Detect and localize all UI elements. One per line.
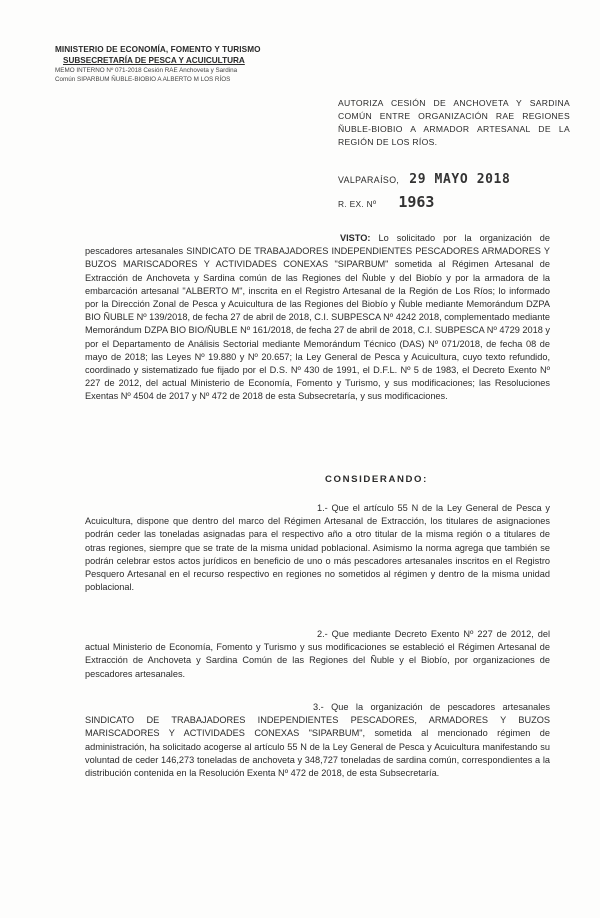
visto-text: Lo solicitado por la organización de pescadores artesanales SINDICATO DE TRABAJADORES INDEPENDIENTES PESCADORES ARMADORES Y BUZOS MARISCADORES Y ACTIVIDADES CONEXAS "SIPARBUM" sometida al Régimen Artesanal de Extracción de Anchoveta y Sardina común de las Regiones del Ñuble y del Biobío y por la armadora de la embarcación artesanal "ALBERTO M", inscrita en el Registro Artesanal de la Región de Los Ríos; lo informado por la Dirección Zonal de Pesca y Acuicultura de las Regiones del Biobío y Ñuble mediante Memorándum DZPA BIO ÑUBLE Nº 139/2018, de fecha 27 de abril de 2018, C.I. SUBPESCA Nº 4242 2018, complementado mediante Memorándum DZPA BIO BIO/ÑUBLE Nº 161/2018, de fecha 27 de abril de 2018, C.I. SUBPESCA Nº 4729 2018 y por el Departamento de Análisis Sectorial mediante Memorándum Técnico (DAS) Nº 071/2018, de fecha 08 de mayo de 2018; las Leyes Nº 19.880 y Nº 20.657; la Ley General de Pesca y Acuicultura, cuyo texto refundido, coordinado y sistematizado fue fijado por el D.S. Nº 430 de 1991, el D.F.L. Nº 5 de 1983, el Decreto Exento Nº 227 de 2012, del actual Ministerio de Economía, Fomento y Turismo, y sus modificaciones; las Resoluciones Exentas Nº 4504 de 2017 y Nº 472 de 2018 de esta Subsecretaría, y sus modificaciones. [85, 233, 550, 402]
subsecretaria-name: SUBSECRETARÍA DE PESCA Y ACUICULTURA [63, 56, 245, 65]
resolution-number-row [338, 193, 434, 211]
considerando-paragraph-1: 1.- Que el artículo 55 N de la Ley General de Pesca y Acuicultura, dispone que dentro del marco del Régimen Artesanal de Extracción, los titulares de asignaciones podrán ceder las toneladas asignadas para el respectivo año a otro titular de la misma región o a titulares de otras regiones, siempre que se trate de la misma unidad poblacional. Asimismo la norma agrega que también se podrán celebrar estos actos jurídicos en beneficio de uno o más pescadores artesanales inscritos en el Registro Pesquero Artesanal en el recurso respectivo en regiones no sometidos al régimen y dentro de la misma unidad poblacional. [85, 503, 550, 593]
visto-paragraph [85, 232, 550, 404]
resolution-number: 1963 [398, 193, 435, 211]
ministry-name: MINISTERIO DE ECONOMÍA, FOMENTO Y TURISMO [55, 45, 261, 54]
control-reference: Común SIPARBUM ÑUBLE-BIOBIO A ALBERTO M LOS RÍOS [55, 76, 231, 83]
memo-reference: MEMO INTERNO Nº 071-2018 Cesión RAE Anchoveta y Sardina [55, 67, 238, 74]
stamped-date: 29 MAYO 2018 [409, 172, 511, 187]
considerando-heading: CONSIDERANDO: [325, 474, 428, 485]
considerando-paragraph-2: 2.- Que mediante Decreto Exento Nº 227 de 2012, del actual Ministerio de Economía, Fomento y Turismo y sus modificaciones se estableció el Régimen Artesanal de Extracción de Anchoveta y Sardina Común de las Regiones del Ñuble y el Biobío, por organizaciones de pescadores artesanales. [85, 629, 550, 679]
dateline-city: VALPARAÍSO, [338, 175, 400, 185]
visto-label: VISTO: [340, 233, 371, 243]
resolution-subject: AUTORIZA CESIÓN DE ANCHOVETA Y SARDINA COMÚN ENTRE ORGANIZACIÓN RAE REGIONES ÑUBLE-BIOBIO A ARMADOR ARTESANAL DE LA REGIÓN DE LOS RÍOS. [338, 98, 570, 147]
dateline [338, 172, 510, 187]
considerando-paragraph-3: 3.- Que la organización de pescadores artesanales SINDICATO DE TRABAJADORES INDEPENDIENTES PESCADORES, ARMADORES Y BUZOS MARISCADORES Y ACTIVIDADES CONEXAS "SIPARBUM", sometida al mencionado régimen de administración, ha solicitado acogerse al artículo 55 N de la Ley General de Pesca y Acuicultura manifestando su voluntad de ceder 146,273 toneladas de anchoveta y 348,727 toneladas de sardina común, correspondientes a la distribución contenida en la Resolución Exenta Nº 472 de 2018, de esta Subsecretaría. [85, 702, 550, 779]
resolution-number-label: R. EX. Nº [338, 199, 377, 209]
letterhead [55, 44, 285, 84]
